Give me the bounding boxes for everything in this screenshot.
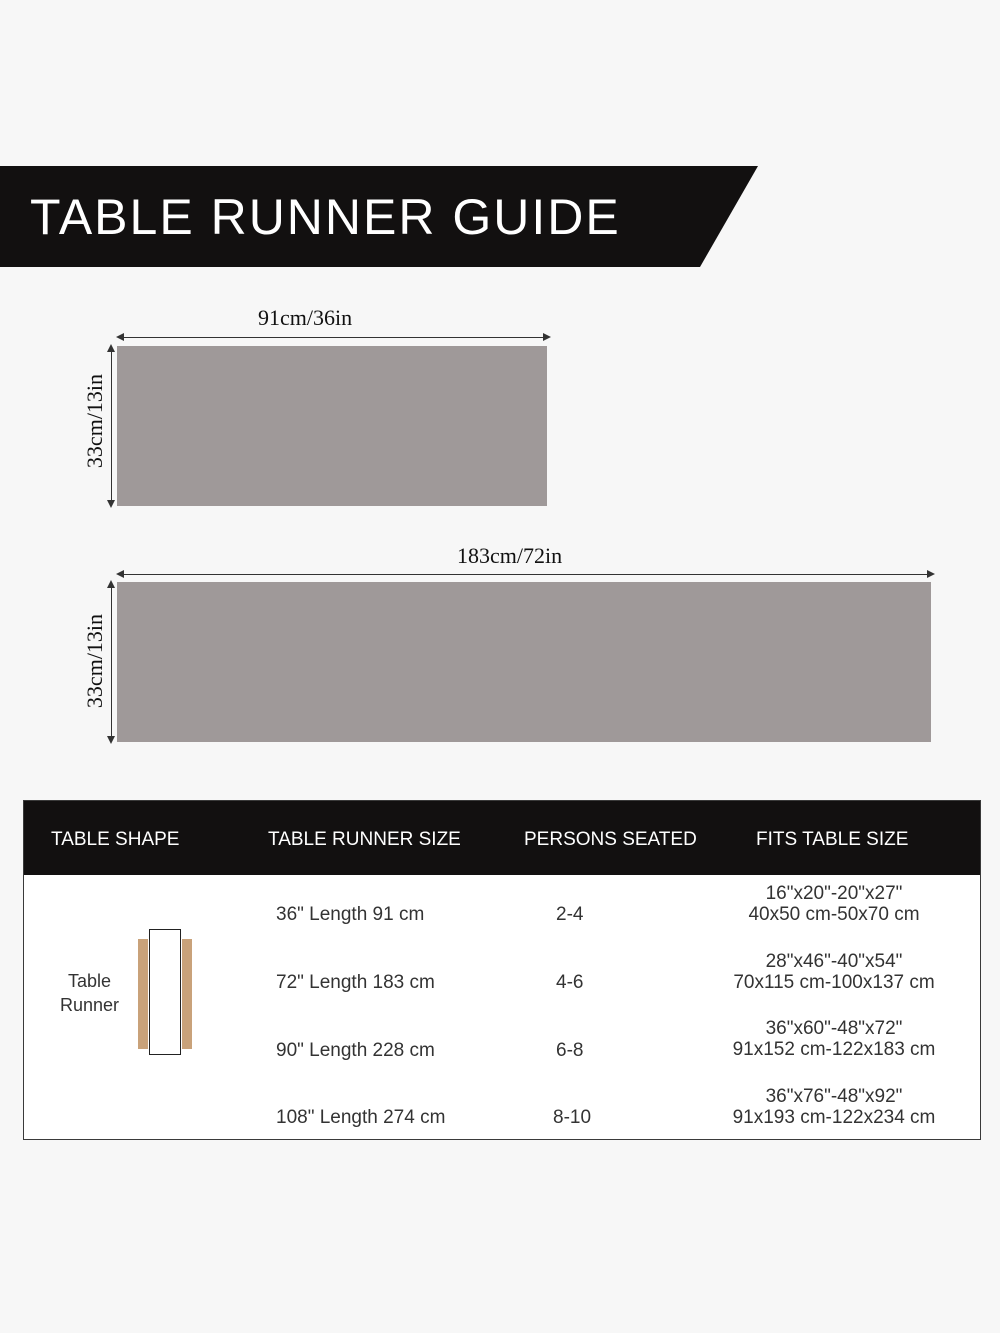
row4-fits-cm: 91x193 cm-122x234 cm bbox=[732, 1107, 936, 1128]
arrow-down-icon bbox=[107, 500, 115, 508]
row1-fits-cm: 40x50 cm-50x70 cm bbox=[748, 904, 920, 925]
small-height-label: 33cm/13in bbox=[82, 373, 107, 469]
small-height-line bbox=[111, 348, 112, 505]
row4-persons: 8-10 bbox=[553, 1107, 592, 1128]
header-table-shape: TABLE SHAPE bbox=[51, 829, 180, 850]
row4-fits-in: 36"x76"-48"x92" bbox=[765, 1086, 903, 1107]
arrow-right-icon bbox=[927, 570, 935, 578]
row3-fits-in: 36"x60"-48"x72" bbox=[765, 1018, 903, 1039]
table-shape-label bbox=[60, 969, 119, 1017]
row1-persons: 2-4 bbox=[556, 904, 584, 925]
row2-fits bbox=[694, 951, 974, 993]
row2-fits-in: 28"x46"-40"x54" bbox=[765, 951, 903, 972]
large-height-label: 33cm/13in bbox=[82, 613, 107, 709]
arrow-up-icon bbox=[107, 344, 115, 352]
large-width-label: 183cm/72in bbox=[457, 543, 563, 568]
large-height-line bbox=[111, 584, 112, 741]
large-width-line bbox=[120, 574, 930, 575]
large-runner bbox=[117, 582, 931, 742]
runner-strip bbox=[149, 929, 181, 1055]
row3-fits-cm: 91x152 cm-122x183 cm bbox=[732, 1039, 936, 1060]
arrow-left-icon bbox=[116, 333, 124, 341]
row2-fits-cm: 70x115 cm-100x137 cm bbox=[733, 972, 935, 993]
size-table bbox=[23, 800, 981, 1140]
row3-fits bbox=[694, 1018, 974, 1060]
row1-fits bbox=[714, 883, 954, 925]
row2-size: 72" Length 183 cm bbox=[276, 972, 435, 993]
header-fits-table-size: FITS TABLE SIZE bbox=[756, 829, 909, 850]
page-title: TABLE RUNNER GUIDE bbox=[30, 189, 621, 245]
header-runner-size: TABLE RUNNER SIZE bbox=[268, 829, 461, 850]
arrow-left-icon bbox=[116, 570, 124, 578]
row1-fits-in: 16"x20"-20"x27" bbox=[765, 883, 903, 904]
arrow-up-icon bbox=[107, 580, 115, 588]
arrow-right-icon bbox=[543, 333, 551, 341]
small-width-label: 91cm/36in bbox=[258, 305, 353, 330]
table-edge-right bbox=[182, 939, 192, 1049]
row3-size: 90" Length 228 cm bbox=[276, 1040, 435, 1061]
row4-size: 108" Length 274 cm bbox=[276, 1107, 446, 1128]
small-runner bbox=[117, 346, 547, 506]
row4-fits bbox=[694, 1086, 974, 1128]
shape-label-line2: Runner bbox=[60, 995, 120, 1015]
shape-label-line1: Table bbox=[68, 971, 112, 991]
row2-persons: 4-6 bbox=[556, 972, 584, 993]
small-width-line bbox=[120, 337, 546, 338]
header-persons-seated: PERSONS SEATED bbox=[524, 829, 697, 850]
table-edge-left bbox=[138, 939, 148, 1049]
row1-size: 36" Length 91 cm bbox=[276, 904, 425, 925]
arrow-down-icon bbox=[107, 736, 115, 744]
table-header bbox=[24, 801, 980, 875]
row3-persons: 6-8 bbox=[556, 1040, 584, 1061]
